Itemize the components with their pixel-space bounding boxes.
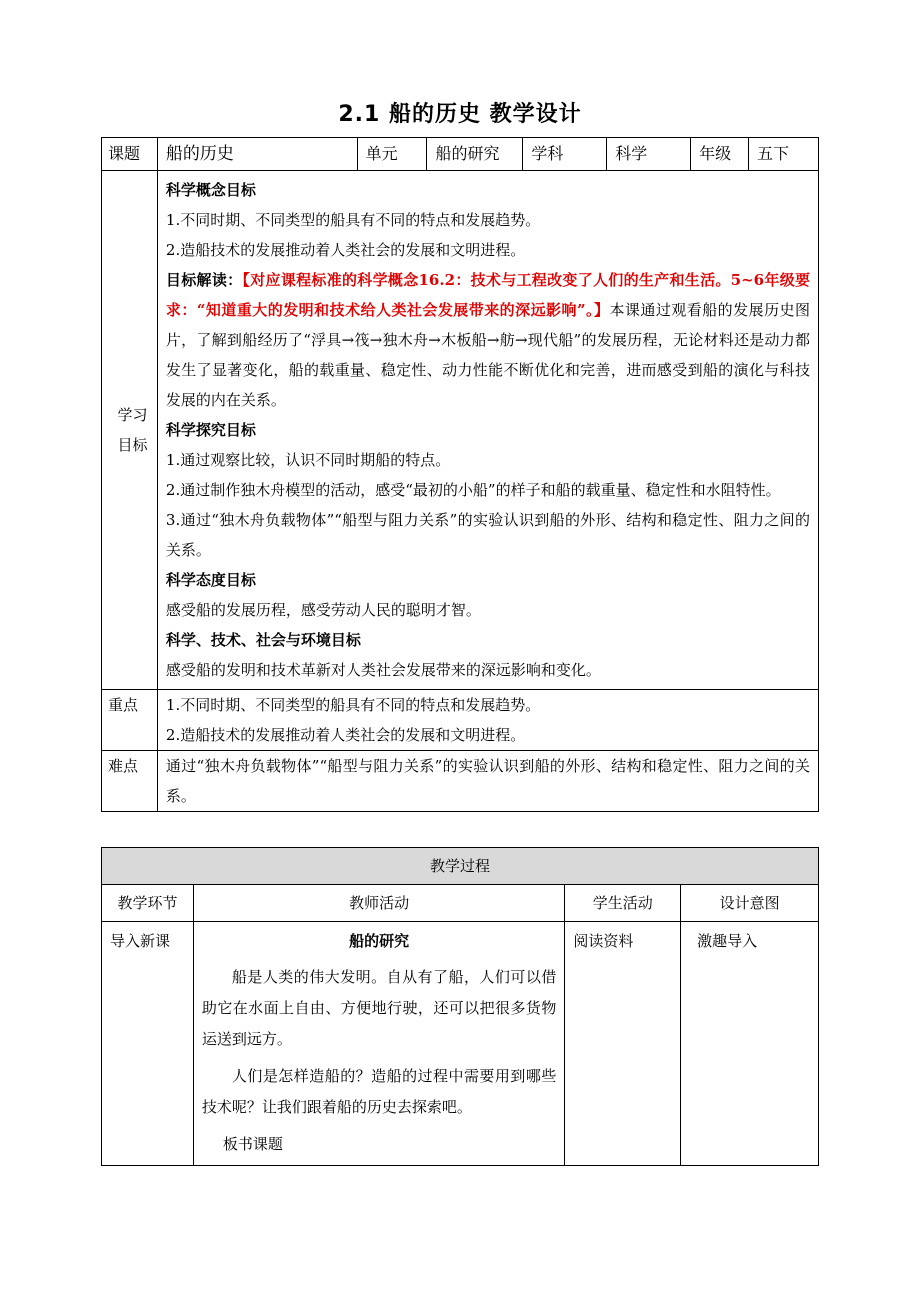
concept-item: 1.不同时期、不同类型的船具有不同的特点和发展趋势。 bbox=[165, 211, 541, 229]
process-header: 教学过程 bbox=[102, 848, 819, 885]
lesson-info-table bbox=[101, 137, 819, 812]
goals-label bbox=[102, 171, 158, 690]
curriculum-standard-note: 【对应课程标准的科学概念16.2：技术与工程改变了人们的生产和生活。5~6年级要求：“知道重大的发明和技术给人类社会发展带来的深远影响”。】 bbox=[165, 271, 810, 319]
difficulties-label: 难点 bbox=[102, 751, 158, 812]
col-stage-header: 教学环节 bbox=[102, 885, 194, 922]
stse-heading: 科学、技术、社会与环境目标 bbox=[165, 631, 361, 649]
attitude-heading: 科学态度目标 bbox=[165, 571, 256, 589]
col-intent-header: 设计意图 bbox=[681, 885, 819, 922]
process-row bbox=[102, 922, 819, 1166]
inquiry-item: 2.通过制作独木舟模型的活动，感受“最初的小船”的样子和船的载重量、稳定性和水阻特性。 bbox=[165, 481, 781, 499]
topic-label: 课题 bbox=[102, 138, 158, 171]
document-title: 2.1 船的历史 教学设计 bbox=[338, 102, 582, 127]
key-point-item: 1.不同时期、不同类型的船具有不同的特点和发展趋势。 bbox=[165, 696, 541, 714]
concept-item: 2.造船技术的发展推动着人类社会的发展和文明进程。 bbox=[165, 241, 526, 259]
teacher-heading: 船的研究 bbox=[349, 932, 410, 950]
goal-interpretation bbox=[166, 265, 810, 415]
col-teacher-header: 教师活动 bbox=[193, 885, 564, 922]
student-activity-cell: 阅读资料 bbox=[565, 922, 681, 1166]
key-points-content bbox=[157, 690, 818, 751]
unit-label: 单元 bbox=[357, 138, 427, 171]
inquiry-item: 1.通过观察比较，认识不同时期船的特点。 bbox=[165, 451, 451, 469]
interpretation-label: 目标解读： bbox=[165, 271, 243, 289]
key-points-label: 重点 bbox=[102, 690, 158, 751]
inquiry-heading: 科学探究目标 bbox=[165, 421, 256, 439]
subject-value: 科学 bbox=[607, 138, 691, 171]
concept-heading: 科学概念目标 bbox=[165, 181, 256, 199]
stage-cell: 导入新课 bbox=[102, 922, 194, 1166]
goals-row bbox=[102, 171, 819, 690]
process-header-row bbox=[102, 848, 819, 885]
grade-value: 五下 bbox=[749, 138, 819, 171]
design-intent-cell: 激趣导入 bbox=[681, 922, 819, 1166]
column-header-row bbox=[102, 885, 819, 922]
teacher-note: 板书课题 bbox=[222, 1135, 283, 1153]
subject-label: 学科 bbox=[523, 138, 607, 171]
key-points-row bbox=[102, 690, 819, 751]
grade-label: 年级 bbox=[691, 138, 749, 171]
teacher-paragraph: 人们是怎样造船的？造船的过程中需要用到哪些技术呢？让我们跟着船的历史去探索吧。 bbox=[201, 1067, 557, 1116]
teacher-paragraph: 船是人类的伟大发明。自从有了船，人们可以借助它在水面上自由、方便地行驶，还可以把很多货物运送到远方。 bbox=[201, 968, 557, 1048]
teaching-process-table bbox=[101, 847, 819, 1166]
topic-value: 船的历史 bbox=[157, 138, 357, 171]
col-student-header: 学生活动 bbox=[565, 885, 681, 922]
key-point-item: 2.造船技术的发展推动着人类社会的发展和文明进程。 bbox=[165, 726, 526, 744]
goals-label-line2: 目标 bbox=[117, 436, 148, 454]
info-row bbox=[102, 138, 819, 171]
stse-text: 感受船的发明和技术革新对人类社会发展带来的深远影响和变化。 bbox=[165, 661, 601, 679]
unit-value: 船的研究 bbox=[427, 138, 523, 171]
inquiry-item: 3.通过“独木舟负载物体”“船型与阻力关系”的实验认识到船的外形、结构和稳定性、阻力之间的关系。 bbox=[165, 511, 810, 559]
teacher-activity-cell bbox=[193, 922, 564, 1166]
goals-content bbox=[157, 171, 818, 690]
goals-label-line1: 学习 bbox=[117, 406, 148, 424]
interpretation-text: 本课通过观看船的发展历史图片，了解到船经历了“浮具→筏→独木舟→木板船→舫→现代船”的发展历程，无论材料还是动力都发生了显著变化，船的载重量、稳定性、动力性能不断优化和完善，进而感受到船的演化与科技发展的内在关系。 bbox=[165, 301, 810, 409]
attitude-text: 感受船的发展历程，感受劳动人民的聪明才智。 bbox=[165, 601, 481, 619]
difficulties-row bbox=[102, 751, 819, 812]
difficulties-content: 通过“独木舟负载物体”“船型与阻力关系”的实验认识到船的外形、结构和稳定性、阻力之间的关系。 bbox=[157, 751, 818, 812]
